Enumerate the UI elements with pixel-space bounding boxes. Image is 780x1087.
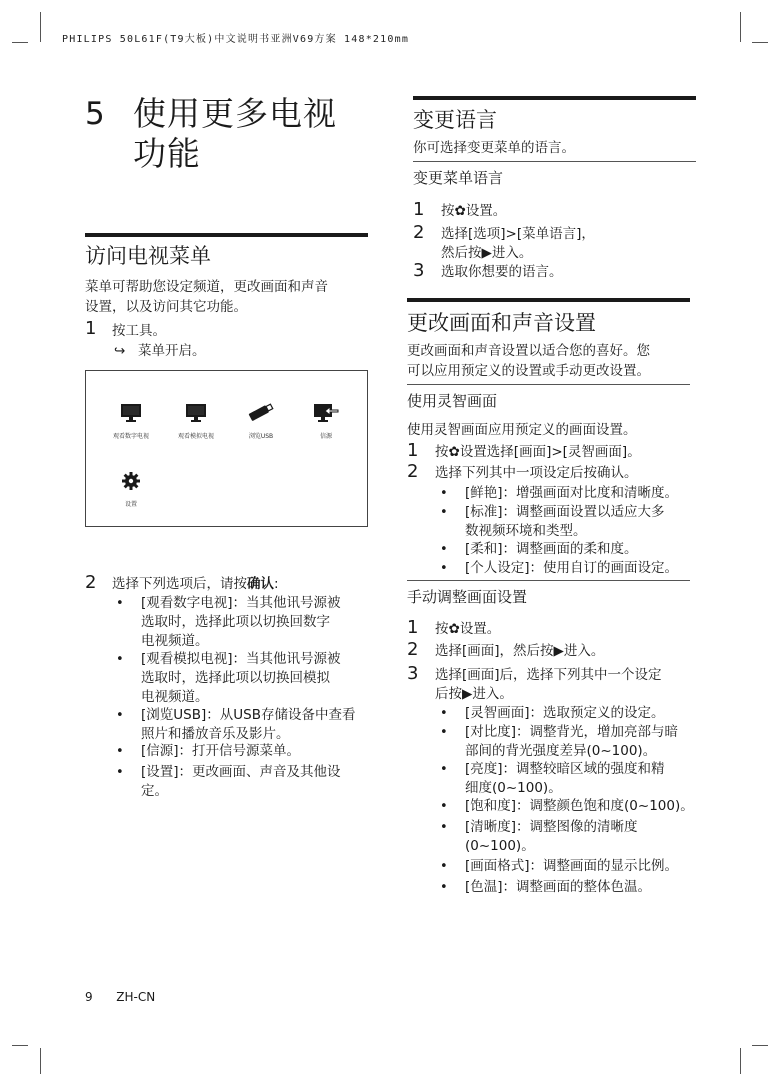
menu-item-source: 信源: [291, 403, 361, 440]
section-rule: [413, 96, 696, 100]
bullet-item: [饱和度]：调整颜色饱和度(0~100)。: [465, 798, 694, 814]
bullet-item: [个人设定]：使用自订的画面设定。: [465, 560, 679, 576]
step-number: 1: [407, 617, 419, 638]
section-heading-access-menu: 访问电视菜单: [85, 244, 211, 268]
bullet: •: [440, 799, 448, 814]
bullet: •: [116, 652, 124, 667]
subheading-change-menu-language: 变更菜单语言: [413, 169, 504, 187]
bullet-item: [信源]：打开信号源菜单。: [141, 743, 301, 759]
gear-icon: ✿: [448, 444, 460, 460]
bullet-item: [对比度]：调整背光，增加亮部与暗 部间的背光强度差异(0~100)。: [465, 724, 679, 759]
step-number: 1: [413, 199, 425, 220]
step-number: 3: [413, 260, 425, 281]
gear-icon: ✿: [454, 203, 466, 219]
bullet-item: [亮度]：调整较暗区域的强度和精 细度(0~100)。: [465, 761, 665, 796]
page-footer: [85, 990, 155, 1004]
gear-icon: ✿: [448, 621, 460, 637]
subheading-manual-picture: 手动调整画面设置: [407, 588, 528, 606]
chapter-title: 使用更多电视 功能: [133, 94, 337, 173]
bullet-item: [清晰度]：调整图像的清晰度 (0~100)。: [465, 819, 638, 854]
step-text: 选择[选项]>[菜单语言]， 然后按▶进入。: [441, 226, 595, 261]
bullet: •: [440, 725, 448, 740]
subsection-rule: [407, 384, 690, 385]
crop-mark: [752, 42, 768, 43]
step-text: 按工具。: [112, 323, 166, 339]
menu-item-digital-tv: 观看数字电视: [96, 403, 166, 440]
menu-item-settings: 设置: [96, 471, 166, 508]
step-result: 菜单开启。: [138, 343, 206, 359]
bullet: •: [116, 744, 124, 759]
tv-icon: [185, 403, 207, 423]
section-heading-change-language: 变更语言: [413, 108, 497, 132]
step-number: 2: [413, 222, 425, 243]
result-arrow-icon: ↪: [114, 343, 126, 359]
bullet-item: [画面格式]：调整画面的显示比例。: [465, 858, 679, 874]
step-number: 2: [407, 639, 419, 660]
step-text: 选择[画面]，然后按▶进入。: [435, 643, 605, 659]
crop-mark: [12, 42, 28, 43]
bullet-item: [灵智画面]：选取预定义的设定。: [465, 705, 665, 721]
step-number: 2: [85, 572, 97, 593]
step-text: 按✿设置。: [441, 203, 507, 219]
tv-menu-illustration: [85, 370, 368, 527]
bullet: •: [440, 859, 448, 874]
bullet-item: [设置]：更改画面、声音及其他设 定。: [141, 764, 341, 799]
crop-mark: [40, 12, 41, 42]
bullet-item: [浏览USB]：从USB存储设备中查看 照片和播放音乐及影片。: [141, 707, 356, 742]
bullet-item: [柔和]：调整画面的柔和度。: [465, 541, 638, 557]
subsection-rule: [407, 580, 690, 581]
language-code: ZH-CN: [116, 990, 156, 1004]
step-text: 选择下列选项后，请按确认:: [112, 576, 279, 592]
bullet: •: [116, 596, 124, 611]
gear-icon: [121, 471, 141, 491]
step-text: 选择下列其中一项设定后按确认。: [435, 465, 638, 481]
picture-sound-intro: 更改画面和声音设置以适合您的喜好。您 可以应用预定义的设置或手动更改设置。: [407, 343, 650, 379]
bullet: •: [116, 765, 124, 780]
crop-mark: [740, 1048, 741, 1074]
smart-picture-intro: 使用灵智画面应用预定义的画面设置。: [407, 422, 637, 438]
subsection-rule: [413, 161, 696, 162]
crop-mark: [40, 1048, 41, 1074]
bullet: •: [440, 561, 448, 576]
tv-icon: [120, 403, 142, 423]
chapter-number: 5: [85, 96, 105, 132]
bullet: •: [440, 880, 448, 895]
subheading-smart-picture: 使用灵智画面: [407, 392, 498, 410]
section-rule: [85, 233, 368, 237]
bullet-item: [色温]：调整画面的整体色温。: [465, 879, 652, 895]
print-header: PHILIPS 50L61F(T9大板)中文说明书亚洲V69方案 148*210mm: [62, 34, 410, 45]
bullet: •: [440, 542, 448, 557]
step-text: 选择[画面]后，选择下列其中一个设定 后按▶进入。: [435, 667, 662, 702]
change-language-intro: 你可选择变更菜单的语言。: [413, 140, 575, 156]
section-heading-picture-sound: 更改画面和声音设置: [407, 311, 596, 335]
step-text: 选取你想要的语言。: [441, 264, 563, 280]
bullet: •: [440, 706, 448, 721]
bullet: •: [440, 486, 448, 501]
bullet-item: [标准]：调整画面设置以适应大多 数视频环境和类型。: [465, 504, 665, 539]
bullet: •: [116, 708, 124, 723]
bullet: •: [440, 762, 448, 777]
menu-item-browse-usb: 浏览USB: [226, 401, 296, 440]
section-rule: [407, 298, 690, 302]
bullet-item: [观看模拟电视]：当其他讯号源被 选取时，选择此项以切换回模拟 电视频道。: [141, 651, 341, 705]
bullet-item: [观看数字电视]：当其他讯号源被 选取时，选择此项以切换回数字 电视频道。: [141, 595, 341, 649]
step-text: 按✿设置。: [435, 621, 501, 637]
menu-item-analog-tv: 观看模拟电视: [161, 403, 231, 440]
step-number: 2: [407, 461, 419, 482]
bullet: •: [440, 505, 448, 520]
access-menu-intro: 菜单可帮助您设定频道，更改画面和声音 设置，以及访问其它功能。: [85, 279, 328, 315]
crop-mark: [740, 12, 741, 42]
source-icon: [313, 403, 339, 423]
bullet: •: [440, 820, 448, 835]
step-number: 1: [407, 440, 419, 461]
page-number: 9: [85, 990, 93, 1004]
step-text: 按✿设置选择[画面]>[灵智画面]。: [435, 444, 641, 460]
crop-mark: [12, 1045, 28, 1046]
step-number: 3: [407, 663, 419, 684]
step-number: 1: [85, 318, 97, 339]
bullet-item: [鲜艳]：增强画面对比度和清晰度。: [465, 485, 679, 501]
usb-stick-icon: [246, 401, 276, 423]
crop-mark: [752, 1045, 768, 1046]
